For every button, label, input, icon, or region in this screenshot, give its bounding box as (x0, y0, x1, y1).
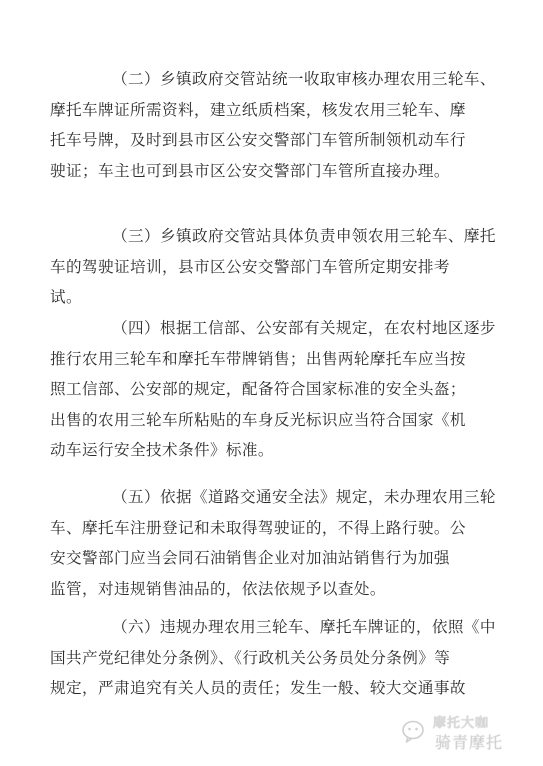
paragraph-3 (50, 221, 498, 313)
text-line: 动车运行安全技术条件》标准。 (50, 441, 274, 459)
text-line: 车的驾驶证培训，县市区公安交警部门车管所定期安排考 (50, 257, 450, 276)
paragraph-4 (50, 313, 498, 466)
text-line: 托车号牌，及时到县市区公安交警部门车管所制领机动车行 (50, 131, 466, 149)
text-line: 试。 (50, 288, 82, 306)
text-line: （四）根据工信部、公安部有关规定，在农村地区逐步 (112, 319, 496, 337)
text-line: 规定，严肃追究有关人员的责任；发生一般、较大交通事故 (50, 679, 466, 697)
paragraph-6 (50, 612, 498, 704)
text-line: （六）违规办理农用三轮车、摩托车牌证的，依照《中 (112, 618, 496, 636)
text-line: （五）依据《道路交通安全法》规定，未办理农用三轮 (112, 488, 496, 506)
text-line: 推行农用三轮车和摩托车带牌销售；出售两轮摩托车应当按 (50, 349, 466, 368)
text-line: 摩托车牌证所需资料，建立纸质档案，核发农用三轮车、摩 (50, 100, 466, 119)
text-line: 监管，对违规销售油品的，依法依规予以查处。 (50, 579, 386, 598)
text-line: 安交警部门应当会同石油销售企业对加油站销售行为加强 (50, 549, 450, 567)
text-line: 国共产党纪律处分条例》、《行政机关公务员处分条例》等 (50, 648, 451, 667)
wechat-bubble-icon (401, 718, 429, 746)
paragraph-2 (50, 64, 498, 186)
text-line: 车、摩托车注册登记和未取得驾驶证的，不得上路行驶。公 (50, 518, 466, 537)
text-line: （二）乡镇政府交管站统一收取审核办理农用三轮车、 (112, 70, 496, 88)
text-line: 照工信部、公安部的规定，配备符合国家标准的安全头盔； (50, 380, 466, 398)
watermark-subtitle: 骑青摩托 (435, 733, 504, 752)
text-line: （三）乡镇政府交管站具体负责申领农用三轮车、摩托 (112, 227, 496, 245)
text-line: 驶证；车主也可到县市区公安交警部门车管所直接办理。 (50, 161, 450, 180)
paragraph-5 (50, 482, 498, 604)
watermark (401, 710, 529, 754)
watermark-title: 摩托大咖 (433, 716, 490, 731)
text-line: 出售的农用三轮车所粘贴的车身反光标识应当符合国家《机 (50, 410, 466, 429)
